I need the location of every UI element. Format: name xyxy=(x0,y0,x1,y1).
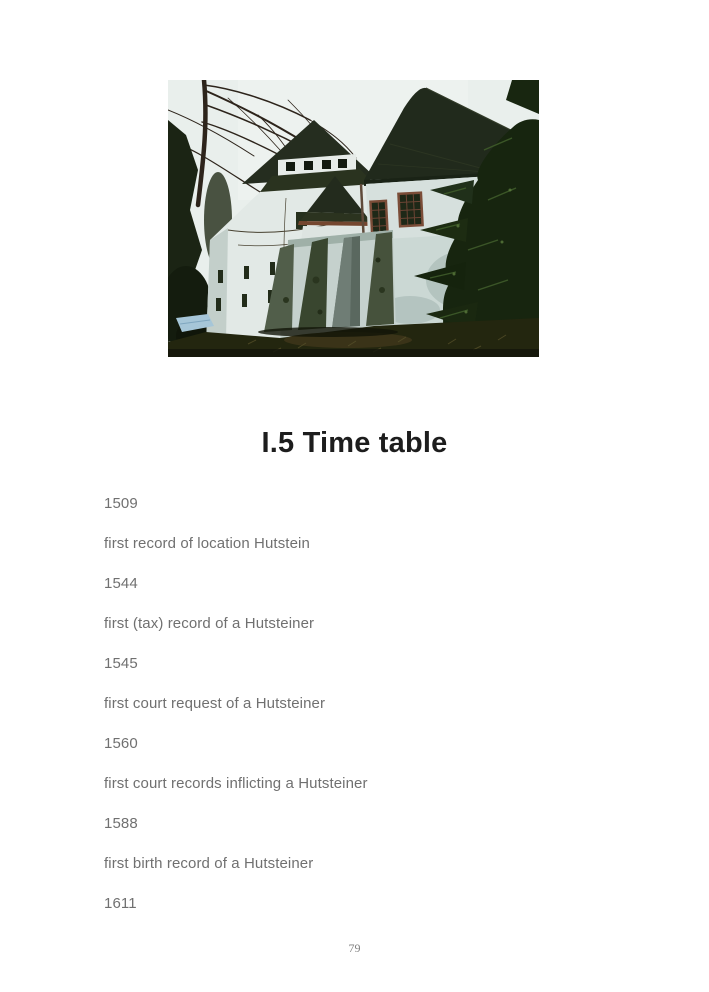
timeline xyxy=(104,494,624,934)
timeline-year: 1611 xyxy=(104,895,137,912)
timeline-event: first record of location Hutstein xyxy=(104,535,310,552)
page-number: 79 xyxy=(348,941,361,955)
timeline-year: 1588 xyxy=(104,815,138,832)
timeline-year: 1560 xyxy=(104,735,138,752)
building-photo-image xyxy=(168,80,539,357)
section-title: I.5 Time table xyxy=(261,427,448,459)
timeline-year: 1544 xyxy=(104,575,138,592)
timeline-year: 1509 xyxy=(104,495,138,512)
timeline-event: first birth record of a Hutsteiner xyxy=(104,855,314,872)
building-photo xyxy=(168,80,539,357)
timeline-event: first (tax) record of a Hutsteiner xyxy=(104,615,315,632)
timeline-event: first court records inflicting a Hutsteiner xyxy=(104,775,368,792)
timeline-year: 1545 xyxy=(104,655,138,672)
timeline-event: first court request of a Hutsteiner xyxy=(104,695,326,712)
